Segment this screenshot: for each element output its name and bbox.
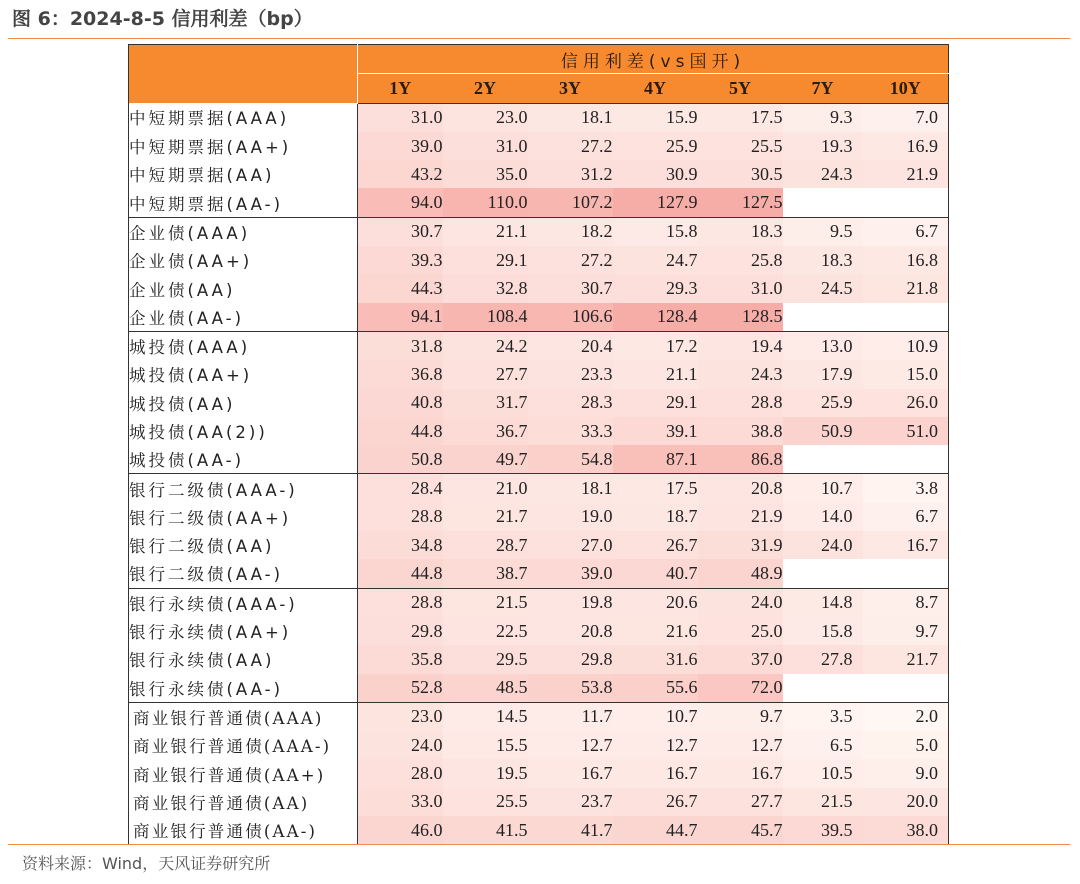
table-row <box>129 417 949 445</box>
spread-cell-10y: 5.0 <box>863 731 949 759</box>
spread-cell-2y: 28.7 <box>443 531 528 559</box>
spread-cell-3y: 27.0 <box>528 531 613 559</box>
spread-cell-10y: 9.7 <box>863 617 949 645</box>
spread-cell-5y: 72.0 <box>698 674 783 703</box>
spread-cell-1y: 39.3 <box>358 246 443 274</box>
spread-cell-4y: 29.1 <box>613 389 698 417</box>
table-row <box>129 702 949 731</box>
table-row <box>129 731 949 759</box>
spread-cell-1y: 46.0 <box>358 816 443 845</box>
row-label: 商业银行普通债(AAA) <box>129 702 358 731</box>
spread-cell-4y: 25.9 <box>613 132 698 160</box>
spread-cell-4y: 31.6 <box>613 645 698 673</box>
spread-cell-7y <box>783 445 863 474</box>
row-label: 企业债(AA-) <box>129 303 358 332</box>
row-label: 城投债(AA+) <box>129 360 358 388</box>
spread-cell-2y: 110.0 <box>443 188 528 217</box>
spread-cell-4y: 15.9 <box>613 103 698 132</box>
table-row <box>129 360 949 388</box>
spread-cell-10y: 16.8 <box>863 246 949 274</box>
spread-cell-7y: 19.3 <box>783 132 863 160</box>
spread-cell-4y: 26.7 <box>613 788 698 816</box>
row-label: 城投债(AA-) <box>129 445 358 474</box>
spread-cell-1y: 33.0 <box>358 788 443 816</box>
spread-cell-1y: 31.8 <box>358 331 443 360</box>
spread-cell-7y: 13.0 <box>783 331 863 360</box>
spread-cell-1y: 24.0 <box>358 731 443 759</box>
row-label: 城投债(AA(2)) <box>129 417 358 445</box>
spread-cell-10y: 10.9 <box>863 331 949 360</box>
spread-cell-3y: 39.0 <box>528 559 613 588</box>
spread-cell-5y: 38.8 <box>698 417 783 445</box>
spread-cell-1y: 43.2 <box>358 160 443 188</box>
spread-cell-3y: 31.2 <box>528 160 613 188</box>
source-divider <box>8 844 1070 845</box>
row-label: 企业债(AA) <box>129 274 358 302</box>
spread-cell-4y: 18.7 <box>613 503 698 531</box>
spread-cell-2y: 36.7 <box>443 417 528 445</box>
row-label: 城投债(AAA) <box>129 331 358 360</box>
spread-cell-4y: 10.7 <box>613 702 698 731</box>
spread-cell-3y: 12.7 <box>528 731 613 759</box>
spread-cell-2y: 35.0 <box>443 160 528 188</box>
row-label: 商业银行普通债(AA+) <box>129 759 358 787</box>
spread-cell-1y: 35.8 <box>358 645 443 673</box>
spread-cell-3y: 16.7 <box>528 759 613 787</box>
spread-cell-4y: 17.2 <box>613 331 698 360</box>
spread-cell-1y: 44.8 <box>358 559 443 588</box>
spread-cell-7y: 50.9 <box>783 417 863 445</box>
spread-cell-3y: 54.8 <box>528 445 613 474</box>
spread-cell-5y: 25.8 <box>698 246 783 274</box>
spread-cell-5y: 27.7 <box>698 788 783 816</box>
table-row <box>129 303 949 332</box>
spread-cell-1y: 28.8 <box>358 503 443 531</box>
spread-cell-3y: 29.8 <box>528 645 613 673</box>
spread-cell-5y: 127.5 <box>698 188 783 217</box>
group-header: 信用利差(vs国开) <box>358 45 949 74</box>
row-label: 银行二级债(AAA-) <box>129 474 358 503</box>
spread-cell-7y: 21.5 <box>783 788 863 816</box>
spread-cell-1y: 52.8 <box>358 674 443 703</box>
spread-cell-4y: 12.7 <box>613 731 698 759</box>
spread-cell-1y: 44.8 <box>358 417 443 445</box>
spread-cell-10y: 26.0 <box>863 389 949 417</box>
spread-cell-7y: 10.7 <box>783 474 863 503</box>
row-label: 银行永续债(AA-) <box>129 674 358 703</box>
spread-cell-4y: 15.8 <box>613 217 698 246</box>
spread-cell-2y: 29.5 <box>443 645 528 673</box>
spread-cell-2y: 41.5 <box>443 816 528 845</box>
spread-cell-3y: 11.7 <box>528 702 613 731</box>
table-row <box>129 617 949 645</box>
spread-cell-3y: 53.8 <box>528 674 613 703</box>
spread-cell-10y: 6.7 <box>863 217 949 246</box>
spread-cell-7y: 24.0 <box>783 531 863 559</box>
spread-cell-1y: 28.4 <box>358 474 443 503</box>
source-note: 资料来源：Wind，天风证券研究所 <box>22 854 271 873</box>
spread-cell-5y: 28.8 <box>698 389 783 417</box>
spread-cell-7y: 15.8 <box>783 617 863 645</box>
table-row <box>129 331 949 360</box>
spread-cell-10y <box>863 188 949 217</box>
spread-cell-10y: 9.0 <box>863 759 949 787</box>
credit-spread-table <box>128 44 949 845</box>
tenor-header: 2Y <box>443 74 528 103</box>
spread-cell-4y: 30.9 <box>613 160 698 188</box>
spread-cell-10y: 15.0 <box>863 360 949 388</box>
spread-cell-3y: 27.2 <box>528 246 613 274</box>
spread-cell-10y: 21.8 <box>863 274 949 302</box>
spread-cell-3y: 20.8 <box>528 617 613 645</box>
table-row <box>129 759 949 787</box>
spread-cell-2y: 21.1 <box>443 217 528 246</box>
spread-cell-2y: 32.8 <box>443 274 528 302</box>
figure-title: 图 6：2024-8-5 信用利差（bp） <box>12 8 313 30</box>
spread-cell-7y: 17.9 <box>783 360 863 388</box>
spread-cell-5y: 86.8 <box>698 445 783 474</box>
spread-cell-10y: 7.0 <box>863 103 949 132</box>
spread-cell-5y: 20.8 <box>698 474 783 503</box>
spread-cell-2y: 48.5 <box>443 674 528 703</box>
spread-cell-4y: 40.7 <box>613 559 698 588</box>
spread-cell-5y: 48.9 <box>698 559 783 588</box>
table-row <box>129 160 949 188</box>
spread-cell-2y: 31.0 <box>443 132 528 160</box>
table-row <box>129 788 949 816</box>
spread-cell-3y: 18.2 <box>528 217 613 246</box>
spread-cell-7y: 9.3 <box>783 103 863 132</box>
spread-cell-7y <box>783 559 863 588</box>
row-label: 银行永续债(AA+) <box>129 617 358 645</box>
spread-cell-7y: 25.9 <box>783 389 863 417</box>
spread-cell-4y: 55.6 <box>613 674 698 703</box>
spread-cell-3y: 23.7 <box>528 788 613 816</box>
row-label: 商业银行普通债(AA) <box>129 788 358 816</box>
spread-cell-2y: 25.5 <box>443 788 528 816</box>
spread-cell-5y: 31.9 <box>698 531 783 559</box>
row-label: 城投债(AA) <box>129 389 358 417</box>
spread-cell-1y: 28.0 <box>358 759 443 787</box>
spread-cell-10y: 21.7 <box>863 645 949 673</box>
spread-cell-4y: 16.7 <box>613 759 698 787</box>
table-row <box>129 217 949 246</box>
spread-cell-5y: 128.5 <box>698 303 783 332</box>
spread-cell-4y: 21.6 <box>613 617 698 645</box>
spread-cell-2y: 24.2 <box>443 331 528 360</box>
table-row <box>129 246 949 274</box>
spread-cell-1y: 94.1 <box>358 303 443 332</box>
spread-cell-10y: 2.0 <box>863 702 949 731</box>
spread-cell-3y: 30.7 <box>528 274 613 302</box>
table-row <box>129 103 949 132</box>
spread-cell-7y: 24.3 <box>783 160 863 188</box>
spread-cell-1y: 29.8 <box>358 617 443 645</box>
spread-cell-10y: 20.0 <box>863 788 949 816</box>
row-label: 商业银行普通债(AAA-) <box>129 731 358 759</box>
spread-cell-7y <box>783 303 863 332</box>
spread-cell-10y <box>863 303 949 332</box>
table-row <box>129 531 949 559</box>
spread-cell-5y: 45.7 <box>698 816 783 845</box>
header-corner <box>129 45 358 104</box>
spread-cell-3y: 107.2 <box>528 188 613 217</box>
spread-cell-4y: 128.4 <box>613 303 698 332</box>
table-row <box>129 559 949 588</box>
spread-cell-5y: 25.5 <box>698 132 783 160</box>
row-label: 银行永续债(AA) <box>129 645 358 673</box>
spread-cell-10y: 51.0 <box>863 417 949 445</box>
spread-cell-1y: 36.8 <box>358 360 443 388</box>
spread-cell-1y: 28.8 <box>358 588 443 617</box>
spread-cell-5y: 9.7 <box>698 702 783 731</box>
row-label: 银行永续债(AAA-) <box>129 588 358 617</box>
spread-cell-1y: 31.0 <box>358 103 443 132</box>
table-row <box>129 188 949 217</box>
spread-cell-2y: 22.5 <box>443 617 528 645</box>
spread-cell-4y: 127.9 <box>613 188 698 217</box>
spread-cell-7y <box>783 188 863 217</box>
spread-cell-4y: 39.1 <box>613 417 698 445</box>
spread-cell-5y: 25.0 <box>698 617 783 645</box>
row-label: 银行二级债(AA) <box>129 531 358 559</box>
spread-cell-4y: 29.3 <box>613 274 698 302</box>
spread-cell-7y: 27.8 <box>783 645 863 673</box>
spread-cell-10y: 16.9 <box>863 132 949 160</box>
spread-cell-3y: 27.2 <box>528 132 613 160</box>
spread-cell-5y: 16.7 <box>698 759 783 787</box>
spread-cell-7y: 18.3 <box>783 246 863 274</box>
spread-cell-5y: 21.9 <box>698 503 783 531</box>
table-row <box>129 132 949 160</box>
spread-cell-7y: 10.5 <box>783 759 863 787</box>
spread-cell-5y: 37.0 <box>698 645 783 673</box>
spread-cell-7y: 24.5 <box>783 274 863 302</box>
table-row <box>129 503 949 531</box>
table-row <box>129 389 949 417</box>
spread-cell-7y: 6.5 <box>783 731 863 759</box>
spread-cell-4y: 21.1 <box>613 360 698 388</box>
spread-cell-2y: 108.4 <box>443 303 528 332</box>
row-label: 中短期票据(AAA) <box>129 103 358 132</box>
row-label: 银行二级债(AA-) <box>129 559 358 588</box>
spread-cell-3y: 19.8 <box>528 588 613 617</box>
table-row <box>129 588 949 617</box>
spread-cell-2y: 21.0 <box>443 474 528 503</box>
spread-cell-1y: 44.3 <box>358 274 443 302</box>
row-label: 中短期票据(AA-) <box>129 188 358 217</box>
spread-cell-7y: 9.5 <box>783 217 863 246</box>
spread-cell-5y: 12.7 <box>698 731 783 759</box>
spread-cell-3y: 33.3 <box>528 417 613 445</box>
spread-cell-2y: 15.5 <box>443 731 528 759</box>
spread-cell-10y <box>863 674 949 703</box>
row-label: 中短期票据(AA) <box>129 160 358 188</box>
spread-cell-7y <box>783 674 863 703</box>
spread-cell-4y: 20.6 <box>613 588 698 617</box>
row-label: 银行二级债(AA+) <box>129 503 358 531</box>
spread-cell-3y: 19.0 <box>528 503 613 531</box>
tenor-header: 1Y <box>358 74 443 103</box>
spread-cell-7y: 3.5 <box>783 702 863 731</box>
spread-cell-1y: 39.0 <box>358 132 443 160</box>
spread-cell-10y: 38.0 <box>863 816 949 845</box>
spread-cell-5y: 24.3 <box>698 360 783 388</box>
row-label: 商业银行普通债(AA-) <box>129 816 358 845</box>
spread-cell-3y: 18.1 <box>528 474 613 503</box>
spread-cell-3y: 106.6 <box>528 303 613 332</box>
spread-cell-10y <box>863 445 949 474</box>
table-row <box>129 645 949 673</box>
table-row <box>129 274 949 302</box>
spread-cell-7y: 14.8 <box>783 588 863 617</box>
spread-cell-4y: 26.7 <box>613 531 698 559</box>
row-label: 企业债(AAA) <box>129 217 358 246</box>
spread-cell-2y: 31.7 <box>443 389 528 417</box>
title-divider <box>8 38 1070 39</box>
spread-cell-5y: 17.5 <box>698 103 783 132</box>
spread-cell-3y: 28.3 <box>528 389 613 417</box>
spread-cell-2y: 38.7 <box>443 559 528 588</box>
spread-cell-1y: 40.8 <box>358 389 443 417</box>
spread-cell-5y: 24.0 <box>698 588 783 617</box>
spread-cell-2y: 29.1 <box>443 246 528 274</box>
spread-cell-1y: 23.0 <box>358 702 443 731</box>
spread-cell-4y: 44.7 <box>613 816 698 845</box>
spread-cell-1y: 30.7 <box>358 217 443 246</box>
spread-cell-3y: 18.1 <box>528 103 613 132</box>
spread-cell-4y: 87.1 <box>613 445 698 474</box>
tenor-header: 3Y <box>528 74 613 103</box>
spread-cell-3y: 23.3 <box>528 360 613 388</box>
spread-cell-2y: 23.0 <box>443 103 528 132</box>
spread-cell-5y: 19.4 <box>698 331 783 360</box>
spread-cell-10y: 3.8 <box>863 474 949 503</box>
tenor-header: 10Y <box>863 74 949 103</box>
row-label: 企业债(AA+) <box>129 246 358 274</box>
spread-cell-1y: 94.0 <box>358 188 443 217</box>
tenor-header: 5Y <box>698 74 783 103</box>
spread-cell-3y: 41.7 <box>528 816 613 845</box>
table-row <box>129 674 949 703</box>
tenor-header: 7Y <box>783 74 863 103</box>
spread-cell-2y: 49.7 <box>443 445 528 474</box>
spread-cell-2y: 14.5 <box>443 702 528 731</box>
spread-cell-10y: 6.7 <box>863 503 949 531</box>
spread-cell-2y: 19.5 <box>443 759 528 787</box>
spread-cell-2y: 27.7 <box>443 360 528 388</box>
spread-cell-5y: 30.5 <box>698 160 783 188</box>
spread-cell-5y: 18.3 <box>698 217 783 246</box>
spread-cell-2y: 21.7 <box>443 503 528 531</box>
spread-cell-10y: 21.9 <box>863 160 949 188</box>
spread-cell-4y: 24.7 <box>613 246 698 274</box>
row-label: 中短期票据(AA+) <box>129 132 358 160</box>
table-row <box>129 445 949 474</box>
spread-cell-10y <box>863 559 949 588</box>
spread-cell-5y: 31.0 <box>698 274 783 302</box>
spread-cell-2y: 21.5 <box>443 588 528 617</box>
spread-cell-1y: 50.8 <box>358 445 443 474</box>
spread-cell-1y: 34.8 <box>358 531 443 559</box>
table-row <box>129 474 949 503</box>
spread-cell-10y: 16.7 <box>863 531 949 559</box>
spread-cell-7y: 14.0 <box>783 503 863 531</box>
spread-cell-7y: 39.5 <box>783 816 863 845</box>
spread-cell-3y: 20.4 <box>528 331 613 360</box>
spread-cell-4y: 17.5 <box>613 474 698 503</box>
spread-cell-10y: 8.7 <box>863 588 949 617</box>
tenor-header: 4Y <box>613 74 698 103</box>
table-row <box>129 816 949 845</box>
